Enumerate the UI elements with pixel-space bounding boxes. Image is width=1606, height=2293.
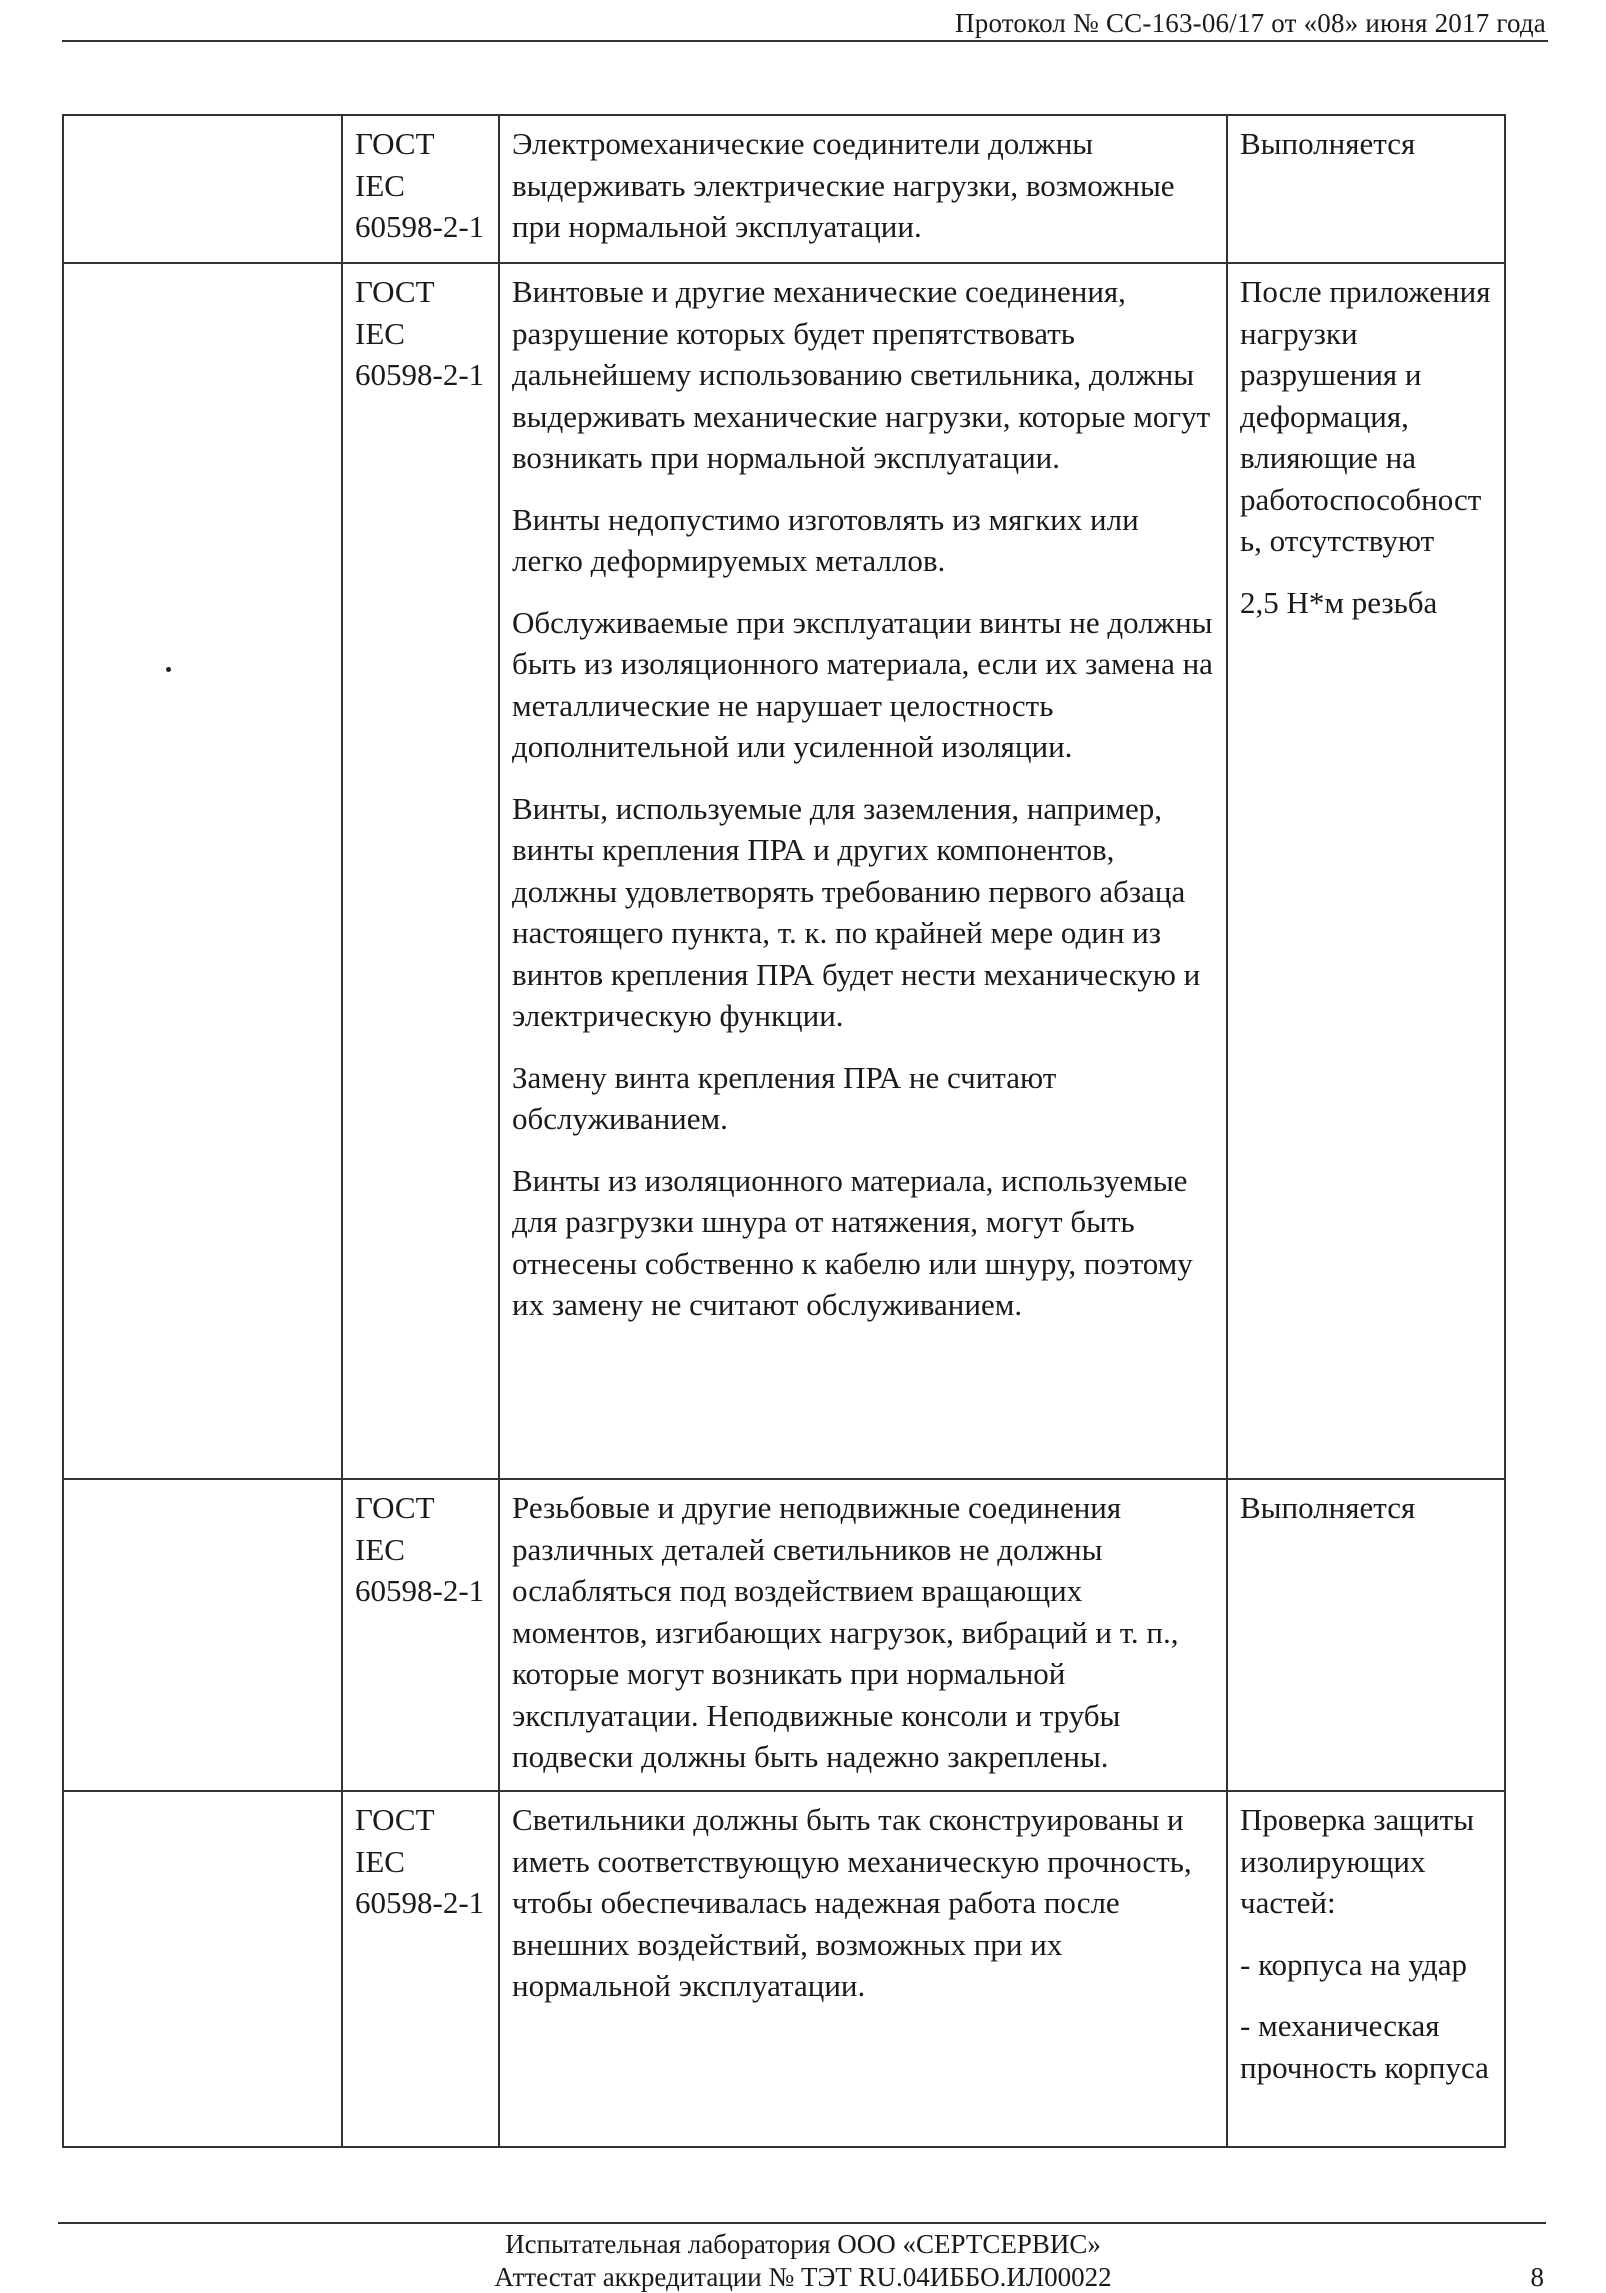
standard-line: ГОСТ (355, 274, 435, 309)
standard-line: ГОСТ (355, 1490, 435, 1525)
result-text: Выполняется (1240, 126, 1416, 161)
blank-cell (63, 1791, 342, 2147)
requirement-paragraph: Винты из изоляционного материала, используемые для разгрузки шнура от натяжения, могут быть отнесены собственно к кабелю или шнуру, поэтому их замену не считают обслуживанием. (512, 1162, 1193, 1322)
requirements-table (62, 114, 1506, 2148)
requirement-cell (499, 1791, 1227, 2147)
standard-line: ГОСТ (355, 126, 435, 161)
standard-cell (342, 115, 499, 263)
result-cell (1227, 115, 1505, 263)
blank-cell (63, 263, 342, 1479)
requirement-paragraph: Винтовые и другие механические соединения, разрушение которых будет препятствовать дальнейшему использованию светильника, должны выдерживать механические нагрузки, которые могут возникать при нормальной эксплуатации. (512, 274, 1211, 475)
standard-cell (342, 1791, 499, 2147)
standard-cell (342, 1479, 499, 1791)
accreditation-line: Аттестат аккредитации № ТЭТ RU.04ИББО.ИЛ00022 (494, 2262, 1112, 2292)
requirement-paragraph: Обслуживаемые при эксплуатации винты не должны быть из изоляционного материала, если их замена на металлические не нарушает целостность дополнительной или усиленной изоляции. (512, 604, 1213, 764)
footer-divider (58, 2222, 1546, 2224)
result-text: - корпуса на удар (1240, 1946, 1467, 1982)
page-number: 8 (1530, 2262, 1544, 2292)
table-row (63, 263, 1505, 1479)
result-text: 2,5 Н*м резьба (1240, 584, 1438, 620)
requirement-cell (499, 1479, 1227, 1791)
requirement-paragraph: Электромеханические соединители должны выдерживать электрические нагрузки, возможные при нормальной эксплуатации. (512, 126, 1175, 244)
standard-cell (342, 263, 499, 1479)
scan-speck (166, 667, 171, 672)
result-text: Проверка защиты изолирующих частей: (1240, 1802, 1475, 1920)
header-divider (62, 40, 1548, 42)
result-text: - механическая прочность корпуса (1240, 2008, 1489, 2085)
result-cell (1227, 1791, 1505, 2147)
requirement-paragraph: Замену винта крепления ПРА не считают обслуживанием. (512, 1059, 1057, 1136)
standard-line: IEC (355, 1531, 405, 1567)
standard-line: IEC (355, 167, 405, 203)
standard-line: 60598-2-1 (355, 1573, 485, 1608)
blank-cell (63, 1479, 342, 1791)
protocol-header: Протокол № СС-163-06/17 от «08» июня 2017 года (955, 8, 1546, 38)
standard-line: IEC (355, 315, 405, 351)
standard-line: 60598-2-1 (355, 209, 485, 244)
result-text: После приложения нагрузки разрушения и деформация, влияющие на работоспособност ь, отсутствуют (1240, 274, 1491, 558)
standard-line: 60598-2-1 (355, 1885, 485, 1920)
result-cell (1227, 263, 1505, 1479)
standard-line: IEC (355, 1843, 405, 1879)
lab-name: Испытательная лаборатория ООО «СЕРТСЕРВИС» (505, 2229, 1101, 2259)
requirement-cell (499, 263, 1227, 1479)
standard-line: 60598-2-1 (355, 357, 485, 392)
requirement-paragraph: Винты недопустимо изготовлять из мягких или легко деформируемых металлов. (512, 501, 1139, 578)
blank-cell (63, 115, 342, 263)
table-row (63, 1791, 1505, 2147)
requirement-paragraph: Винты, используемые для заземления, например, винты крепления ПРА и других компонентов, должны удовлетворять требованию первого абзаца настоящего пункта, т. к. по крайней мере один из винтов крепления ПРА будет нести механическую и электрическую функции. (512, 790, 1201, 1033)
standard-line: ГОСТ (355, 1802, 435, 1837)
requirement-paragraph: Резьбовые и другие неподвижные соединения различных деталей светильников не должны ослабляться под воздействием вращающих моментов, изгибающих нагрузок, вибраций и т. п., которые могут возникать при нормальной эксплуатации. Неподвижные консоли и трубы подвески должны быть надежно закреплены. (512, 1490, 1179, 1774)
requirement-cell (499, 115, 1227, 263)
table-row (63, 115, 1505, 263)
result-text: Выполняется (1240, 1490, 1416, 1525)
table-row (63, 1479, 1505, 1791)
result-cell (1227, 1479, 1505, 1791)
requirement-paragraph: Светильники должны быть так сконструированы и иметь соответствующую механическую прочность, чтобы обеспечивалась надежная работа после внешних воздействий, возможных при их нормальной эксплуатации. (512, 1802, 1192, 2003)
